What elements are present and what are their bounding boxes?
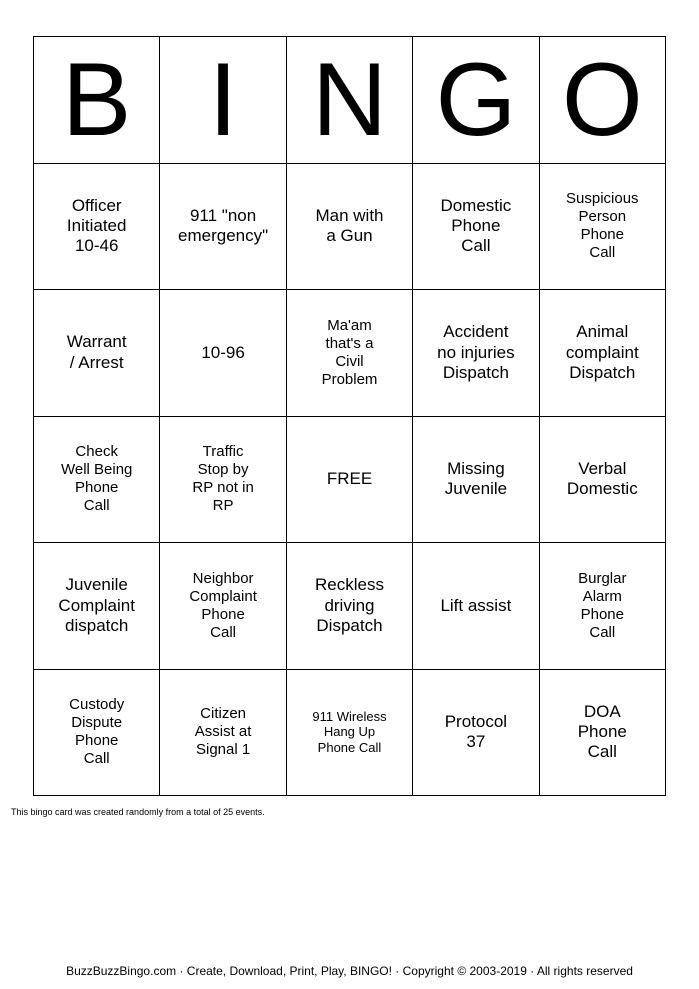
header-letter-4: O — [540, 37, 666, 164]
square-line: Call — [587, 742, 617, 762]
square-line: that's a — [325, 334, 374, 352]
square-line: Juvenile — [65, 575, 128, 595]
bingo-square-r0-c4 — [540, 164, 666, 291]
bingo-square-r3-c2 — [287, 543, 413, 670]
square-line: Ma'am — [327, 316, 372, 334]
bingo-square-r0-c0 — [34, 164, 160, 291]
square-line: Lift assist — [440, 595, 512, 615]
square-line: RP — [212, 497, 234, 515]
square-line: DOA — [583, 701, 621, 721]
bingo-square-r0-c1 — [160, 164, 286, 291]
square-line: Dispute — [71, 714, 123, 732]
square-line: Assist at — [194, 723, 252, 741]
bingo-square-r3-c0 — [34, 543, 160, 670]
square-line: Stop by — [197, 461, 249, 479]
square-text — [315, 206, 383, 247]
square-text — [566, 190, 639, 262]
square-text — [440, 596, 511, 616]
square-line: Dispatch — [569, 362, 636, 382]
square-text — [189, 570, 257, 642]
header-letter-1: I — [160, 37, 286, 164]
square-text — [566, 322, 639, 383]
bingo-card — [33, 36, 666, 796]
square-line: Hang Up — [323, 724, 376, 740]
square-line: a Gun — [326, 226, 373, 246]
bingo-square-r0-c2 — [287, 164, 413, 291]
square-text — [201, 343, 244, 363]
square-line: Phone — [580, 226, 624, 244]
bingo-square-r0-c3 — [413, 164, 539, 291]
square-line: Complaint — [58, 595, 135, 615]
bingo-square-r4-c3 — [413, 670, 539, 797]
square-line: Protocol — [444, 711, 508, 731]
square-line: no injuries — [437, 342, 515, 362]
square-text — [67, 196, 127, 257]
square-text — [58, 575, 135, 636]
square-text — [61, 443, 132, 515]
square-line: Person — [578, 208, 627, 226]
square-text — [178, 206, 268, 247]
bingo-square-r4-c0 — [34, 670, 160, 797]
square-line: Traffic — [202, 443, 244, 461]
square-line: Call — [83, 497, 110, 515]
square-line: 911 Wireless — [312, 708, 387, 724]
square-text — [445, 712, 507, 753]
square-text — [567, 459, 638, 500]
square-text — [445, 459, 507, 500]
square-line: Initiated — [66, 216, 127, 236]
square-line: 911 "non — [189, 205, 257, 225]
square-line: Complaint — [189, 587, 257, 605]
square-line: dispatch — [65, 615, 129, 635]
bingo-square-r3-c1 — [160, 543, 286, 670]
bingo-square-r2-c4 — [540, 417, 666, 544]
square-line: Phone — [580, 605, 624, 623]
square-line: Accident — [443, 322, 509, 342]
bingo-square-r1-c1 — [160, 290, 286, 417]
bingo-square-r2-c0 — [34, 417, 160, 544]
square-line: Call — [589, 244, 616, 262]
square-text — [69, 696, 124, 768]
square-line: RP not in — [192, 479, 254, 497]
square-line: Signal 1 — [195, 741, 251, 759]
square-text — [67, 332, 127, 373]
square-text — [195, 705, 252, 759]
bingo-square-r1-c2 — [287, 290, 413, 417]
square-text — [312, 709, 386, 756]
square-line: Call — [589, 623, 616, 641]
square-line: Reckless — [315, 575, 384, 595]
square-line: Verbal — [578, 458, 627, 478]
bingo-square-r4-c4 — [540, 670, 666, 797]
square-line: driving — [324, 595, 375, 615]
bingo-square-r2-c2 — [287, 417, 413, 544]
footer: BuzzBuzzBingo.com · Create, Download, Print, Play, BINGO! · Copyright © 2003-2019 · All rights reserved — [66, 964, 633, 978]
square-line: Phone — [201, 605, 245, 623]
square-line: Officer — [71, 195, 122, 215]
card-note: This bingo card was created randomly from a total of 25 events. — [11, 807, 265, 817]
bingo-square-r3-c3 — [413, 543, 539, 670]
square-line: complaint — [565, 342, 639, 362]
square-line: Dispatch — [442, 362, 509, 382]
square-line: Problem — [321, 370, 378, 388]
square-line: Civil — [335, 352, 364, 370]
bingo-square-r3-c4 — [540, 543, 666, 670]
square-line: Phone — [75, 732, 119, 750]
bingo-square-r4-c2 — [287, 670, 413, 797]
header-letter-3: G — [413, 37, 539, 164]
square-line: Phone — [75, 479, 119, 497]
square-text — [322, 317, 378, 389]
bingo-square-r1-c4 — [540, 290, 666, 417]
square-line: Man with — [315, 205, 384, 225]
square-line: Animal — [576, 322, 629, 342]
square-text — [192, 443, 253, 515]
square-line: Check — [75, 443, 118, 461]
square-line: Alarm — [582, 587, 622, 605]
square-line: Phone — [577, 722, 627, 742]
square-line: Call — [461, 236, 491, 256]
square-line: Custody — [69, 696, 125, 714]
square-line: Suspicious — [566, 190, 639, 208]
square-line: Phone Call — [317, 740, 382, 756]
square-line: Burglar — [578, 569, 627, 587]
square-line: Domestic — [440, 195, 512, 215]
header-letter-2: N — [287, 37, 413, 164]
square-line: / Arrest — [69, 352, 124, 372]
square-line: Dispatch — [316, 615, 383, 635]
square-line: 10-96 — [201, 342, 245, 362]
square-line: FREE — [326, 469, 373, 489]
square-line: Call — [210, 623, 237, 641]
square-line: Phone — [451, 216, 501, 236]
header-letter-0: B — [34, 37, 160, 164]
square-line: Call — [83, 750, 110, 768]
square-text — [440, 196, 511, 257]
square-text — [327, 469, 372, 489]
square-line: 37 — [466, 732, 486, 752]
bingo-square-r2-c3 — [413, 417, 539, 544]
square-line: Domestic — [566, 479, 638, 499]
square-line: Well Being — [60, 461, 133, 479]
square-text — [437, 322, 515, 383]
bingo-square-r2-c1 — [160, 417, 286, 544]
bingo-square-r4-c1 — [160, 670, 286, 797]
square-text — [315, 575, 384, 636]
square-line: 10-46 — [74, 236, 119, 256]
bingo-square-r1-c0 — [34, 290, 160, 417]
square-line: emergency" — [178, 226, 269, 246]
square-text — [578, 570, 626, 642]
square-text — [578, 702, 627, 763]
square-line: Neighbor — [192, 569, 254, 587]
square-line: Juvenile — [444, 479, 508, 499]
square-line: Warrant — [66, 332, 127, 352]
square-line: Citizen — [200, 705, 247, 723]
square-line: Missing — [447, 458, 505, 478]
bingo-square-r1-c3 — [413, 290, 539, 417]
